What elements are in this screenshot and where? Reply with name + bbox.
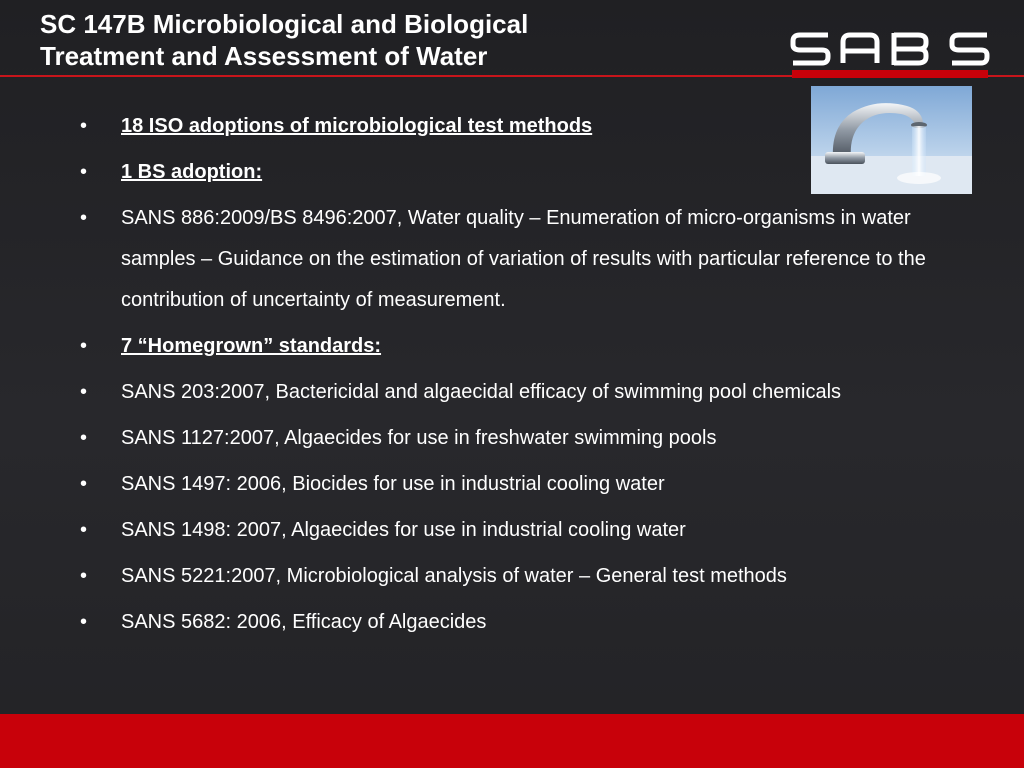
slide-title (40, 8, 680, 72)
bullet-list (80, 106, 980, 648)
list-item (80, 152, 980, 193)
slide-title-line-2: Treatment and Assessment of Water (40, 41, 488, 71)
list-item-text: SANS 1127:2007, Algaecides for use in freshwater swimming pools (121, 427, 717, 449)
list-item-text: SANS 5682: 2006, Efficacy of Algaecides (121, 611, 487, 633)
list-item (80, 326, 980, 367)
bullet-marker: • (80, 611, 88, 633)
list-item-text: SANS 1498: 2007, Algaecides for use in industrial cooling water (121, 519, 686, 541)
list-item-text: 7 “Homegrown” standards: (121, 335, 382, 357)
bullet-marker: • (80, 519, 88, 541)
list-item-text: 1 BS adoption: (121, 161, 263, 183)
bullet-marker: • (80, 115, 88, 137)
bullet-marker: • (80, 207, 88, 229)
bullet-marker: • (80, 381, 88, 403)
list-item-text: SANS 203:2007, Bactericidal and algaecidal efficacy of swimming pool chemicals (121, 381, 842, 403)
bullet-marker: • (80, 161, 88, 183)
list-item-text: SANS 5221:2007, Microbiological analysis of water – General test methods (121, 565, 787, 587)
list-item (80, 198, 980, 321)
bullet-marker: • (80, 427, 88, 449)
list-item (80, 418, 980, 459)
list-item (80, 510, 980, 551)
list-item (80, 464, 980, 505)
list-item (80, 556, 980, 597)
list-item-text: SANS 886:2009/BS 8496:2007, Water quality – Enumeration of micro-organisms in water samples – Guidance on the estimation of variation of results with particular reference to the contribution of uncertainty of measurement. (121, 207, 926, 311)
list-item-text: SANS 1497: 2006, Biocides for use in industrial cooling water (121, 473, 665, 495)
list-item (80, 602, 980, 643)
list-item (80, 372, 980, 413)
slide-title-line-1: SC 147B Microbiological and Biological (40, 9, 529, 39)
footer-bar (0, 714, 1024, 768)
sabs-logo-icon (788, 28, 992, 80)
bullet-marker: • (80, 473, 88, 495)
bullet-marker: • (80, 335, 88, 357)
bullet-marker: • (80, 565, 88, 587)
list-item (80, 106, 980, 147)
list-item-text: 18 ISO adoptions of microbiological test methods (121, 115, 593, 137)
